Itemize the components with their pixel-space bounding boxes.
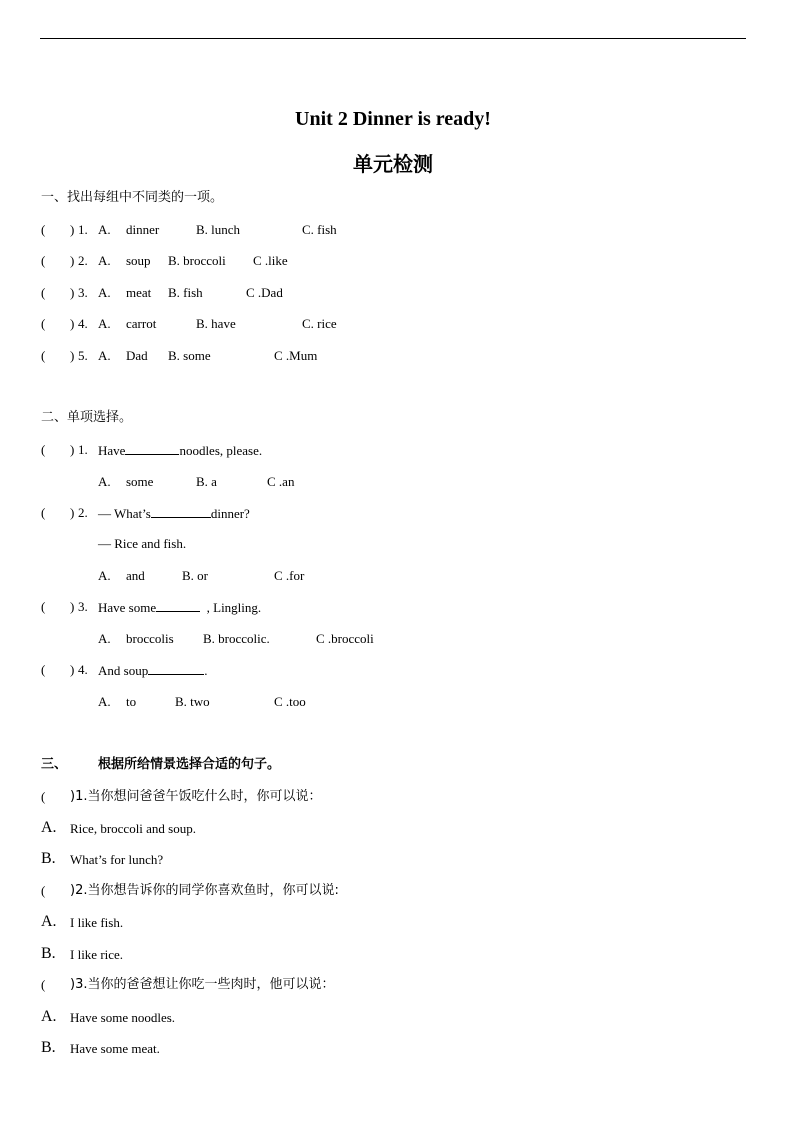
option-b-label: B. (41, 850, 56, 867)
section2-heading: 二、单项选择。 (41, 410, 133, 425)
option-b: B. lunch (196, 222, 241, 237)
question-number: 4. (78, 316, 88, 331)
option-a-label: A. (98, 316, 111, 331)
option-a-label: A. (98, 222, 111, 237)
answer-paren-close: ) (70, 222, 75, 237)
fill-blank[interactable] (151, 505, 211, 518)
answer-paren-close: ) (70, 348, 75, 363)
option-a: carrot (126, 316, 157, 331)
answer-paren-open[interactable]: ( (41, 505, 46, 520)
option-b: B. two (175, 694, 210, 709)
option-c: C .for (274, 568, 305, 583)
answer-paren-open[interactable]: ( (41, 883, 46, 898)
question-number: 2. (78, 253, 88, 268)
option-b: B. broccolic. (203, 631, 270, 646)
option-c: C .like (253, 253, 288, 268)
header-rule (40, 38, 746, 39)
option-c: C .broccoli (316, 631, 374, 646)
question-number: 3. (78, 599, 88, 614)
question-text-pre: — What’s (98, 506, 151, 521)
option-b-label: B. (41, 1039, 56, 1056)
answer-paren-open[interactable]: ( (41, 662, 46, 677)
fill-blank[interactable] (156, 599, 200, 612)
question-number: 2. (78, 505, 88, 520)
question-number: 1. (78, 442, 88, 457)
question-number: 1. (78, 222, 88, 237)
question-text-pre: And soup (98, 663, 149, 678)
option-b: B. or (182, 568, 208, 583)
section3-number: 三、 (41, 757, 68, 772)
question-text-pre: Have (98, 443, 126, 458)
option-a: Rice, broccoli and soup. (70, 821, 196, 836)
option-b: Have some meat. (70, 1041, 160, 1056)
question-prompt: )1.当你想问爸爸午饭吃什么时，你可以说： (70, 789, 322, 804)
option-a-label: A. (98, 285, 111, 300)
option-a: broccolis (126, 631, 174, 646)
option-b: What’s for lunch? (70, 852, 164, 867)
answer-paren-open[interactable]: ( (41, 222, 46, 237)
option-a: I like fish. (70, 915, 124, 930)
question-prompt: )3.当你的爸爸想让你吃一些肉时，他可以说： (70, 977, 335, 992)
question-number: 4. (78, 662, 88, 677)
question-text-pre: Have some (98, 600, 157, 615)
question-text-post: . (204, 663, 208, 678)
answer-paren-open[interactable]: ( (41, 789, 46, 804)
fill-blank[interactable] (148, 662, 204, 675)
option-b: B. have (196, 316, 236, 331)
question-number: 5. (78, 348, 88, 363)
option-b: B. a (196, 474, 217, 489)
fill-blank[interactable] (125, 442, 179, 455)
option-b: B. fish (168, 285, 203, 300)
answer-paren-open[interactable]: ( (41, 253, 46, 268)
option-c: C .too (274, 694, 306, 709)
option-a-label: A. (98, 348, 111, 363)
option-a: and (126, 568, 145, 583)
option-a: some (126, 474, 154, 489)
option-c: C. rice (302, 316, 337, 331)
dialogue-response: — Rice and fish. (98, 536, 187, 551)
option-a: dinner (126, 222, 160, 237)
answer-paren-open[interactable]: ( (41, 316, 46, 331)
option-a-label: A. (41, 913, 57, 930)
option-a-label: A. (41, 1008, 57, 1025)
option-b: I like rice. (70, 947, 124, 962)
option-c: C. fish (302, 222, 337, 237)
answer-paren-close: ) (70, 599, 75, 614)
section1-heading: 一、找出每组中不同类的一项。 (41, 190, 224, 205)
question-number: 3. (78, 285, 88, 300)
option-c: C .an (267, 474, 295, 489)
answer-paren-close: ) (70, 505, 75, 520)
option-a-label: A. (98, 694, 111, 709)
answer-paren-close: ) (70, 285, 75, 300)
option-a: Dad (126, 348, 148, 363)
question-text-post: dinner? (210, 506, 250, 521)
option-c: C .Dad (246, 285, 283, 300)
answer-paren-open[interactable]: ( (41, 977, 46, 992)
question-text-post: , Lingling. (206, 600, 262, 615)
option-c: C .Mum (274, 348, 318, 363)
option-a: soup (126, 253, 151, 268)
page-subtitle: 单元检测 (353, 152, 433, 176)
question-prompt: )2.当你想告诉你的同学你喜欢鱼时，你可以说: (70, 883, 339, 898)
option-a-label: A. (98, 631, 111, 646)
option-a-label: A. (98, 568, 111, 583)
answer-paren-open[interactable]: ( (41, 348, 46, 363)
option-a: to (126, 694, 137, 709)
answer-paren-close: ) (70, 253, 75, 268)
answer-paren-close: ) (70, 662, 75, 677)
option-a-label: A. (41, 819, 57, 836)
answer-paren-close: ) (70, 442, 75, 457)
answer-paren-close: ) (70, 316, 75, 331)
option-b: B. broccoli (168, 253, 226, 268)
answer-paren-open[interactable]: ( (41, 442, 46, 457)
answer-paren-open[interactable]: ( (41, 285, 46, 300)
option-b: B. some (168, 348, 211, 363)
option-a-label: A. (98, 253, 111, 268)
answer-paren-open[interactable]: ( (41, 599, 46, 614)
question-text-post: noodles, please. (179, 443, 263, 458)
section3-instructions: 根据所给情景选择合适的句子。 (98, 757, 281, 772)
page-title: Unit 2 Dinner is ready! (295, 108, 491, 130)
option-b-label: B. (41, 945, 56, 962)
option-a: Have some noodles. (70, 1010, 176, 1025)
option-a-label: A. (98, 474, 111, 489)
option-a: meat (126, 285, 152, 300)
